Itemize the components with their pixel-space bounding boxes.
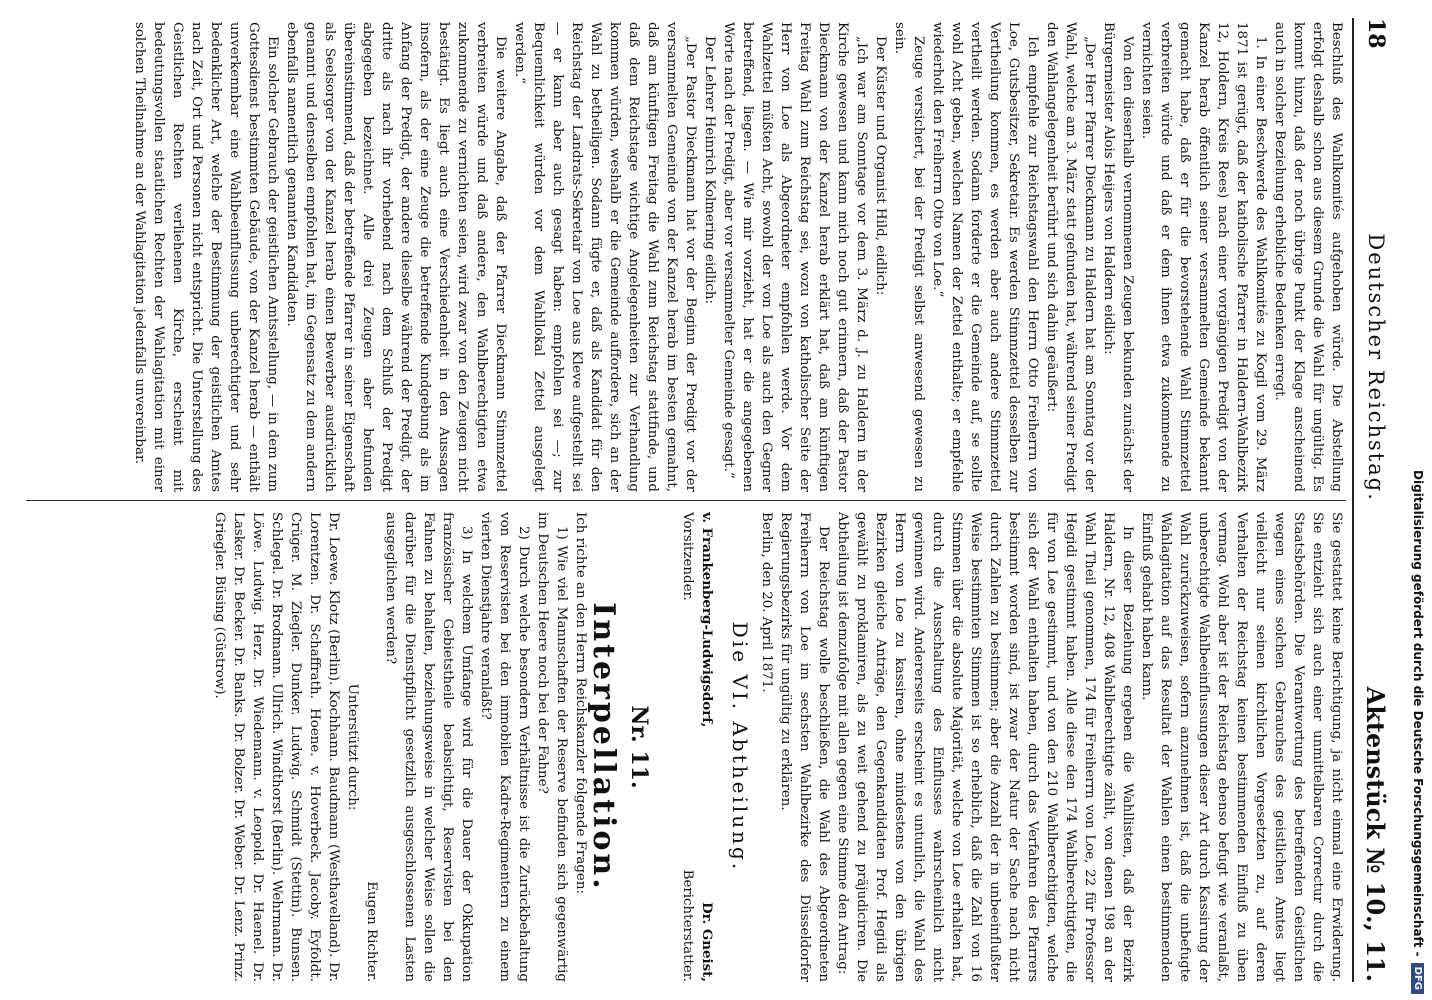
interpellation-signer: Eugen Richter. <box>364 881 379 982</box>
page-number: 18 <box>1363 18 1389 49</box>
dateline: Berlin, den 20. April 1871. <box>759 512 774 693</box>
paragraph: In dieser Beziehung ergeben die Wahllisten, daß der Bezirk Haldern, Nr. 12, 408 Wahlberechtigte zählt, von denen 198 an der Wahl Theil genommen, 174 für Freiherrn von Loe, 22 für Professor Hegidi gestimmt haben. Alle diese den 174 Wahlberechtigten, die für von Loe gestimmt, und von den 210 Wahlberechtigten, welche sich der Wahl enthalten haben, durch das Verfahren des Pfarrers bestimmt worden sind, ist zwar der Natur der Sache nach nicht durch Zahlen zu bestimmen; aber die Anzahl der in unbeeinflußter Weise bestimmten Stimmen ist so erheblich, daß die Zahl von 16 Stimmen über die absolute Majorität, welche von Loe erhalten hat, durch die Ausschaltung des Einflusses wahrscheinlich nicht gewinnen wird. Andererseits erscheint es untunlich, die Wahl des Herrn von Loe zu kassiren, ohne mindestens von den übrigen Bezirken gleiche Anträge, den Gegenkandidaten Prof. Hegidi als gewählt zu proklamiren, als zu weit gehend zu präjudiciren. Die Abtheilung ist demzufolge mit allen gegen eine Stimme den Antrag: <box>835 512 1135 982</box>
paragraph: Der Lehrer Heinrich Kolmering eidlich: <box>702 36 717 305</box>
paragraph: Der Reichstag wolle beschließen, die Wahl des Abgeordneten Freiherrn von Loe im sechsten Wahlbezirke des Düsseldorfer Regierungsbezirks für ungültig zu erklären. <box>778 512 831 982</box>
left-column <box>26 22 1346 492</box>
paragraph: Der Küster und Organist Hild, eidlich: <box>873 36 888 296</box>
paragraph: Zeuge versichert, bei der Predigt selbst anwesend gewesen zu sein. <box>892 22 926 492</box>
reporter-name: Dr. Gneist, <box>699 902 715 982</box>
paragraph: Von den dieserhalb vernommenen Zeugen bekunden zunächst der Bürgermeister Alois Heijers von Haldern eidlich: <box>1101 22 1135 492</box>
section-number: Aktenstück № 10., 11. <box>1361 686 1391 982</box>
paragraph: Sie gestattet keine Berichtigung, ja nicht einmal eine Erwiderung. Sie entzieht sich auch einer unmittelbaren Correctur durch die Staatsbehörden. Die Verantwortung des betreffenden Geistlichen wegen eines solchen Gebrauches des geistlichen Amtes liegt vielleicht nur seinen kirchlichen Vorgesetzten zu, auf deren Verhalten der Reichstag keinen bestimmenden Einfluß zu üben vermag. Wohl aber ist der Reichstag ebenso befugt wie veranlaßt, unberechtigte Wahlbeeinflussungen dieser Art durch Kassirung der Wahl zurückzuweisen, sofern anzunehmen ist, daß die unbefugte Wahlagitation auf das Resultat der Wahlen einen bestimmenden Einfluß gehabt haben kann. <box>1139 512 1344 982</box>
question-1: 1) Wie viel Mannschaften der Reserve befinden sich gegenwärtig im Deutschen Heere noch bei der Fahne? <box>535 512 569 982</box>
paragraph: Ein solcher Gebrauch der geistlichen Amtsstellung, — in dem zum Gottesdienst bestimmten Gebäude, von der Kanzel herab — enthält unverkennbar eine Wahlbeeinflussung unberechtigter und sehr bedenklicher Art, welche der Bestimmung der geistlichen Amtes nach Zeit, Ort und Personen nicht entspricht. Die Unterstellung des Geistlichen Rechten verliehenen Kirche, erscheint mit bedeutungsvollen staatlichen Rechten der Wahlagitation mit einer solchen Theilnahme an der Wahlagitation jedenfalls unvereinbar. <box>132 22 280 492</box>
signature-right <box>678 870 716 982</box>
funding-note: Digitalisierung gefördert durch die Deutsche Forschungsgemeinschaft - <box>1411 470 1425 957</box>
page-header <box>1352 18 1398 982</box>
column-divider <box>26 500 1346 501</box>
document-title: Interpellation. <box>586 602 621 892</box>
paragraph: „Der Herr Pfarrer Dieckmann zu Haldern hat am Sonntag vor der Wahl, welche am 3. März statt gefunden hat, während seiner Predigt den Wahlangelegenheit berührt und sich dahin geäußert: <box>1044 22 1097 492</box>
supported-by-label: Unterstützt durch: <box>345 683 360 811</box>
digitization-note <box>1408 0 1428 1000</box>
question-2: 2) Durch welche besondern Verhältnisse ist die Zurückbehaltung von Reservisten bei den immobilen Kadre-Regimentern zu einem vierten Dienstjahre veranlaßt? <box>478 512 531 982</box>
supporters-list: Dr. Loewe. Klotz (Berlin). Kochhann. Baudmann (Westhavelland). Dr. Lorentzen. Dr. Schaffrath. Hoene. v. Hoverbeck. Jacoby. Eyfoldt. Crüger. M. Ziegler. Dunker. Ludwig. Schmidt (Stettin). Bunsen. Schlegel. Dr. Brodmann. Ullrich. Windthorst (Berlin). Wehrmann. Dr. Löwe. Ludwig. Herz. Dr. Wiedemann. v. Leopold. Dr. Haenel. Dr. Lasker. Dr. Becker. Dr. Banks. Dr. Bolzer. Dr. Weber. Dr. Lenz. Prinz. Griegler. Büsing (Güstrow). <box>212 512 341 982</box>
paragraph: 1. In einer Beschwerde des Wahlkomités zu Kogil vom 29. März 1871 ist gerügt, daß der katholische Pfarrer in Haldern-Wahlbezirk 12, Holdern, Kreis Rees) nach einer vorgängigen Predigt von der Kanzel herab öffentlich seiner versammelten Gemeinde bekannt gemacht habe, daß er für die bevorstehende Wahl Stimmzettel verbreiten würde und daß er dem ihnen etwa zukommende zu vernichten seien. <box>1139 22 1268 492</box>
journal-title: Deutscher Reichstag. <box>1364 233 1388 502</box>
question-3: 3) In welchem Umfange wird für die Dauer der Okkupation französischer Gebietstheile beabsichtigt, Reservisten bei den Fahnen zu behalten, beziehungsweise in welcher Weise sollen die darüber für die Dienstpflicht gesetzlich ausgeschlossenen Lasten ausgeglichen werden? <box>383 512 474 982</box>
signature-block <box>678 512 716 982</box>
paragraph: „Ich war am Sonntage vor dem 3. März d. J. zu Haldern in der Kirche gewesen und kann mich noch gut erinnern, daß der Pastor Dieckmann von der Kanzel herab erklärt hat, daß am künftigen Freitag Wahl zum Reichstag sei, wozu von katholischer Seite der Herr von Loe als Abgeordneter empfohlen werde. Vor dem Wahlzettel müßten Acht, sowohl der von Loe als auch den Gegner betreffend, liegen. — Wie mir vorzieht, hat er die angegebenen Worte nach der Predigt, aber vor versammelter Gemeinde gesagt.“ <box>721 22 869 492</box>
interpellation-intro: Ich richte an den Herrn Reichskanzler folgende Fragen: <box>573 512 588 894</box>
signature-left <box>678 512 716 727</box>
document-number: Nr. 11. <box>626 705 652 789</box>
paragraph: Die weitere Angabe, daß der Pfarrer Dieckmann Stimmzettel verbreiten würde und daß andere, den Wahlberechtigten etwa zukommende zu vernichten seien, wird zwar von den Zeugen nicht bestätigt. Es liegt auch eine Verschiedenheit in den Aussagen insofern, als der eine Zeuge die betreffende Kundgebung als im Anfang der Predigt, der andere dieselbe während der Predigt, der dritte als nach ihr vorhebend nach dem Schluß der Predigt abgegeben bezeichnet. Alle drei Zeugen aber befunden übereinstimmend, daß der betreffende Pfarrer in seiner Eigenschaft als Seelsorger von der Kanzel herab einen Bewerber ausdrücklich genannt und denselben empfohlen hat, im Gegensatz zu dem andern ebenfalls namentlich genannten Kandidaten. <box>284 22 508 492</box>
dfg-logo: DFG <box>1412 963 1425 994</box>
paragraph: Beschluß des Wahlkomités aufgehoben würde. Die Abstellung erfolgt deshalb schon aus diesem Grunde die Wahl für ungültig. Es kommt hinzu, daß der noch übrige Punkt der Klage anscheinend auch in solcher Beziehung erhebliche Bedenken erregt. <box>1272 22 1344 492</box>
rotated-page-content <box>10 0 1410 1000</box>
paragraph: „Der Pastor Dieckmann hat vor der Beginn der Predigt vor der versammelten Gemeinde von der Kanzel herab im besten gemahnt, daß am künftigen Freitag die Wahl zum Reichstag stattfinde, und daß dem Reichstage wichtige Angelegenheiten zur Verhandlung kommen würden, weshalb er die Gemeinde auffordere, sich an der Wahl zu betheiligen. Sodann fügte er, daß als Kandidat für den Reichstag der Landrats-Sekretair von Loe aus Kleve aufgestellt sei — er kann aber auch gesagt haben: empfohlen sei —; zur Bequemlichkeit würden vor dem Wahllokal Zettel ausgelegt werden.“ <box>512 22 698 492</box>
right-column <box>26 512 1346 982</box>
department-heading: Die VI. Abtheilung. <box>728 621 752 873</box>
paragraph: Ich empfehle zur Reichstagswahl den Herrn Otto Freiherrn von Loe, Gutsbesitzer, Sekretair. Es werden Stimmzettel desselben zur Vertheilung kommen, es werden aber auch andere Stimmzettel vertheilt werden. Sodann forderte er die Gemeinde auf, se sollte wohl Acht geben, welchen Namen der Zettel enthalte; er empfehle wiederholt den Freiherrn Otto von Loe.“ <box>930 22 1040 492</box>
chair-role: Vorsitzender. <box>680 512 695 601</box>
chair-name: v. Frankenberg-Ludwigsdorf, <box>699 512 715 728</box>
reporter-role: Berichterstatter. <box>680 869 695 982</box>
